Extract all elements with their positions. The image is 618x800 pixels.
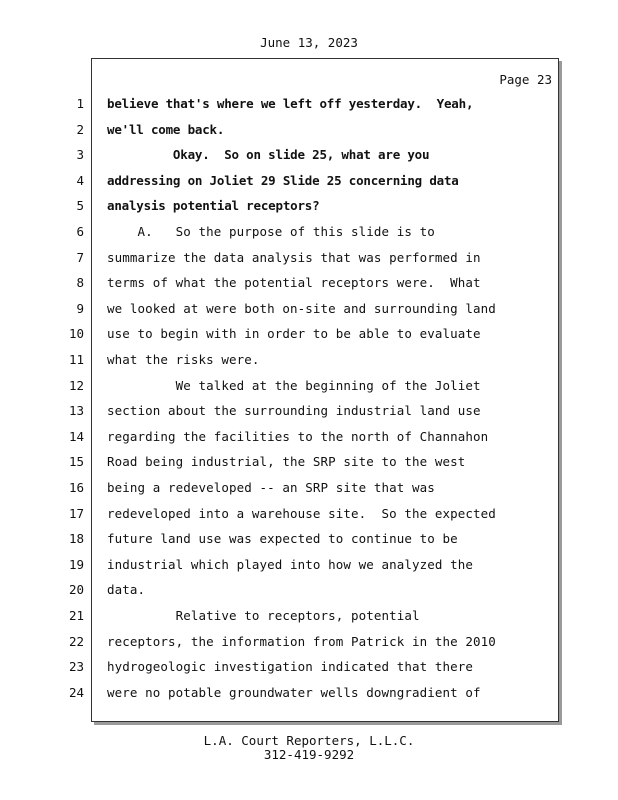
line-number: 8 [76,275,84,290]
line-text: receptors, the information from Patrick in the 2010 [107,634,496,649]
transcript-date: June 13, 2023 [260,35,358,50]
line-text: regarding the facilities to the north of Channahon [107,429,489,444]
line-text: Road being industrial, the SRP site to the west [107,454,466,469]
line-number: 5 [76,198,84,213]
line-text: Relative to receptors, potential [107,608,420,623]
line-number: 13 [68,403,84,418]
line-number: 20 [68,582,84,597]
line-number: 9 [76,301,84,316]
line-text: future land use was expected to continue to be [107,531,458,546]
line-number: 1 [76,96,84,111]
line-text: redeveloped into a warehouse site. So the expected [107,506,496,521]
line-text: addressing on Joliet 29 Slide 25 concerning data [107,173,459,188]
line-number: 15 [68,454,84,469]
line-number: 11 [68,352,84,367]
line-text: analysis potential receptors? [107,198,320,213]
line-text: data. [107,582,146,597]
line-number: 23 [68,659,84,674]
line-number: 7 [76,250,84,265]
line-text: we looked at were both on-site and surrounding land [107,301,496,316]
line-number: 18 [68,531,84,546]
line-number: 12 [68,378,84,393]
line-number: 17 [68,506,84,521]
page-number: Page 23 [499,72,552,87]
line-number: 24 [68,685,84,700]
line-text: Okay. So on slide 25, what are you [107,147,430,162]
line-text: A. So the purpose of this slide is to [107,224,435,239]
line-text: hydrogeologic investigation indicated that there [107,659,474,674]
line-number: 3 [76,147,84,162]
line-number: 2 [76,122,84,137]
line-text: what the risks were. [107,352,260,367]
footer-company: L.A. Court Reporters, L.L.C. [203,733,415,748]
line-number: 6 [76,224,84,239]
line-text: We talked at the beginning of the Joliet [107,378,481,393]
footer-phone: 312-419-9292 [263,747,355,762]
line-number: 10 [68,326,84,341]
line-text: summarize the data analysis that was performed in [107,250,481,265]
line-text: believe that's where we left off yesterday. Yeah, [107,96,474,111]
line-number: 22 [68,634,84,649]
line-text: terms of what the potential receptors were. What [107,275,481,290]
line-text: being a redeveloped -- an SRP site that was [107,480,435,495]
line-number: 21 [68,608,84,623]
line-number: 16 [68,480,84,495]
line-text: we'll come back. [107,122,225,137]
line-text: were no potable groundwater wells downgradient of [107,685,481,700]
line-number: 19 [68,557,84,572]
line-text: section about the surrounding industrial land use [107,403,481,418]
line-number: 4 [76,173,84,188]
line-number: 14 [68,429,84,444]
line-text: industrial which played into how we analyzed the [107,557,474,572]
line-text: use to begin with in order to be able to evaluate [107,326,481,341]
